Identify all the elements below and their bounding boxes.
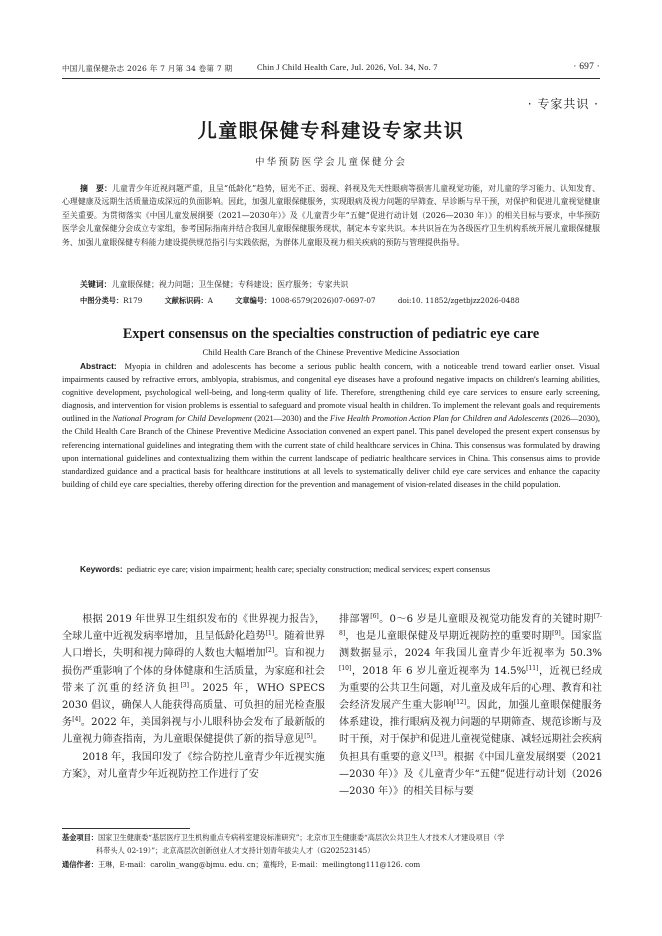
citation: [1] [265,630,275,638]
body-paragraph: 2018 年，我国印发了《综合防控儿童青少年近视实施方案》，对儿童青少年近视防控工作进行了安 [62,751,325,780]
body-paragraph: 根据 2019 年世界卫生组织发布的《世界视力报告》，全球儿童中近视发病率增加，且呈低龄化趋势[1]。随着世界人口增长，失明和视力障碍的人数也大幅增加[2]。盲和视力损伤严重影响了个体的身体健康和生活质量，为家庭和社会带来了沉重的经济负担[3]。2025 年，WHO SPECS 2030 倡议，确保人人能获得高质量、可负担的屈光检查服务[4]。2022 年，美国斜视与小儿眼科协会发布了最新版的儿童视力筛查指南，为儿童眼保健提供了新的指导意见[5]。 [62,614,326,746]
corresponding-author [62,859,602,872]
article-number-label: 文章编号： [235,296,272,305]
abstract-en-text-1: Myopia in children and adolescents has become a serious public health concern, with a noticeable trend toward earlier onset. Visual impairments caused by refractive errors, amblyopia, strabismus, and congenital eye diseases have a profound negative impacts on children's learning abilities, cognitive development, psychological well-being, and long-term quality of life. Therefore, strengthening child eye care services to ensure early screening, diagnosis, and intervention for vision problems is essential to safeguard and promote visual health in children. To implement the relevant goals and requirements outlined in the [62,362,600,424]
abstract-cn [62,182,600,249]
abstract-cn-text: 儿童青少年近视问题严重，且呈“低龄化”趋势，屈光不正、弱视、斜视及先天性眼病等损害儿童视觉功能，对儿童的学习能力、认知发育、心理健康及远期生活质量造成深远的负面影响。因此，加强儿童眼保健服务，实现眼病及视力问题的早筛查、早诊断与早干预，对保护和促进儿童视觉健康至关重要。为贯彻落实《中国儿童发展纲要（2021—2030年）》及《儿童青少年“五健”促进行动计划（2026—2030 年）》的相关目标与要求，中华预防医学会儿童保健分会成立专家组，参考国际指南并结合我国儿童眼保健服务现状，制定本专家共识。本共识旨在为各级医疗卫生机构系统开展儿童眼保健服务、加强儿童眼保健专科能力建设提供规范指引与实践依据，为群体儿童眼及视力相关疾病的预防与管理提供指导。 [62,184,600,247]
keywords-en [62,563,600,576]
classification-line [80,296,600,306]
abstract-cn-label: 摘 要： [80,184,112,193]
keywords-en-text: pediatric eye care; vision impairment; health care; specialty construction; medical services; expert consensus [126,565,491,574]
corresponding-label: 通信作者： [62,860,98,869]
citation: [5] [304,733,313,741]
section-tag: · 专家共识 · [527,97,599,111]
keywords-cn-text: 儿童眼保健；视力问题；卫生保健；专科建设；医疗服务；专家共识 [111,280,349,289]
article-number-value: 1008-6579(2026)07-0697-07 [271,296,376,305]
clc-label: 中图分类号： [80,296,124,305]
citation: [10] [339,664,352,672]
funding-label: 基金项目： [62,833,98,842]
abstract-en-text-2: (2021—2030) and the [252,414,331,424]
author-en: Child Health Care Branch of the Chinese Preventive Medicine Association [202,347,460,357]
body-column-right [339,611,602,800]
citation: [2] [265,647,275,655]
doc-code-label: 文献标识码： [164,296,208,305]
citation: [13] [431,750,444,758]
doc-code-value: A [207,296,213,305]
body-paragraph: 排部署[6]。0～6 岁是儿童眼及视觉功能发育的关键时期[7-8]，也是儿童眼保健及早期近视防控的重要时期[9]。国家监测数据显示，2024 年我国儿童青少年近视率为 50.3%[10]，2018 年 6 岁儿童近视率为 14.5%[11]，近视已经成为重要的公共卫生问题，对儿童及成年后的心理、教育和社会经济发展产生重大影响[12]。因此，加强儿童眼保健服务体系建设，推行眼病及视力问题的早期筛查、规范诊断与及时干预，对于保护和促进儿童视觉健康、减轻远期社会疾病负担具有重要的意义[13]。根据《中国儿童发展纲要（2021—2030 年）》及《儿童青少年“五健”促进行动计划（2026—2030 年）》的相关目标与要 [339,613,603,798]
article-title-cn: 儿童眼保健专科建设专家共识 [197,120,465,142]
author-cn: 中华预防医学会儿童保健分会 [254,157,408,168]
article-title-en: Expert consensus on the specialties construction of pediatric eye care [122,326,540,342]
journal-name-cn: 中国儿童保健杂志 2026 年 7 月第 34 卷第 7 期 [62,64,233,73]
abstract-en [62,360,600,491]
header-rule [62,78,600,79]
citation: [3] [180,681,189,689]
citation: [9] [552,630,561,638]
funding-text: 国家卫生健康委“基层医疗卫生机构重点专病科室建设标准研究”；北京市卫生健康委“高层次公共卫生人才技术人才建设项目（学 [97,833,505,842]
body-column-left [62,611,325,783]
citation: [6] [370,613,379,620]
running-header [62,63,600,77]
journal-name-en: Chin J Child Health Care, Jul. 2026, Vol. 34, No. 7 [257,63,438,72]
citation: [12] [453,699,467,707]
keywords-cn-label: 关键词： [80,280,112,289]
citation: [4] [72,716,81,724]
abstract-en-text-3: (2026—2030), the Child Health Care Branch of the Chinese Preventive Medicine Association convened an expert panel. This panel developed the present expert consensus by referencing international guidelines and integrating them with the current state of child healthcare services in China. This consensus was formulated by drawing upon international guidelines and contextualizing them within the current landscape of pediatric healthcare services in China. This consensus aims to provide standardized guidance and a practical basis for healthcare institutions at all levels to systematically deliver child eye care services and enhance the capacity building of child eye care specialties, thereby offering direction for the prevention and management of vision-related diseases in the child population. [62,414,600,489]
action-plan-title: Five Health Promotion Action Plan for Children and Adolescents [330,414,549,424]
funding-text-continued: 科带头人 02-19）”；北京高层次创新创业人才支持计划青年拔尖人才（G202523145） [96,845,375,855]
keywords-cn [80,279,600,290]
doi: doi:10. 11852/zgetbjzz2026-0488 [397,296,520,305]
abstract-en-label: Abstract: [80,361,117,371]
keywords-en-label: Keywords: [80,564,123,574]
corresponding-text: 王琳，E-mail：carolin_wang@bjmu. edu. cn；童梅玲，E-mail：meilingtong111@126. com [97,860,421,869]
citation: [11] [526,664,539,672]
footnote-rule [62,828,190,829]
citation: [7-8] [339,613,602,638]
funding-footnote [62,832,602,857]
program-title: National Program for Child Development [112,414,253,424]
clc-value: R179 [123,296,143,305]
page-number: · 697 · [573,62,600,72]
